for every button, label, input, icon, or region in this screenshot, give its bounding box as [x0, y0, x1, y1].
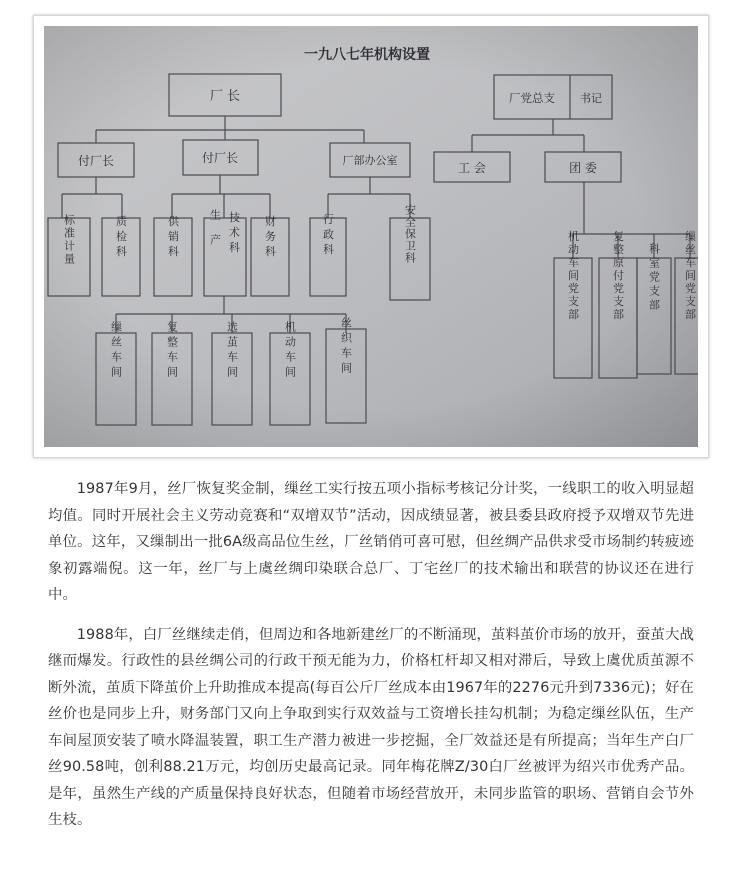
secretary-tag: 书记: [580, 92, 602, 105]
branch-reeling-label: 缫丝车间党支部: [683, 230, 697, 322]
paragraph-1987: 1987年9月，丝厂恢复奖金制，缫丝工实行按五项小指标考核记分计奖，一线职工的收入明显超均值。同时开展社会主义劳动竞赛和“双增双节”活动，因成绩显著，被县委县政府授予双增双节先进单位。这年，又缫制出一批6A级高品位生丝，厂丝销俏可喜可慰，但丝绸产品供求受市场制约转疲迹象初露端倪。这一年，丝厂与上虞丝绸印染联合总厂、丁宅丝厂的技术输出和联营的协议还在进行中。: [48, 481, 694, 603]
org-chart-diagram: [44, 26, 698, 447]
rereeling-workshop-label: 复整车间: [165, 321, 179, 381]
paragraph-1988: 1988年，白厂丝继续走俏，但周边和各地新建丝厂的不断涌现，茧料茧价市场的放开，蚕茧大战继而爆发。行政性的县丝绸公司的行政干预无能为力，价格杠杆却又相对滞后，导致上虞优质茧源不断外流，茧质下降茧价上升助推成本提高(每百公斤厂丝成本由1967年的2276元升到7336元)；好在丝价也是同步上升，财务部门又向上争取到实行双效益与工资增长挂勾机制；为稳定缫丝队伍，生产车间屋顶安装了喷水降温装置，职工生产潜力被进一步挖掘，全厂效益还是有所提高；当年生产白厂丝90.58吨，创利88.21万元，均创历史最高记录。同年梅花牌Z/30白厂丝被评为绍兴市优秀产品。是年，虽然生产线的产质量保持良好状态，但随着市场经营放开，未同步监管的职场、营销自会节外生枝。: [48, 626, 694, 828]
weaving-workshop-label: 丝织车间: [339, 317, 353, 377]
reeling-sub-workshop-label: 选茧车间: [225, 321, 239, 381]
reeling-workshop-label: 缫丝车间: [109, 321, 123, 381]
administration-label: 行政科: [321, 213, 335, 259]
technology-label: 技术科: [227, 211, 241, 257]
party-secretary-label: 厂党总支: [509, 91, 555, 105]
supply-sales-label: 供销科: [166, 215, 180, 261]
standard-metering-label: 标准计量: [62, 214, 76, 266]
league-label: 团 委: [569, 161, 597, 175]
article-body: [48, 476, 694, 847]
deputy-2-label: 付厂长: [201, 151, 239, 165]
photo-frame: [33, 15, 709, 458]
deputy-1-label: 付厂长: [77, 154, 115, 168]
org-chart-photo: [44, 26, 698, 447]
quality-inspection-label: 质检科: [114, 215, 128, 261]
safety-label: 安全保卫科: [403, 204, 417, 264]
director-label: 厂 长: [209, 89, 241, 104]
branch-mechanic-label: 机动车间党支部: [566, 230, 580, 322]
branch-office-label: 科室党支部: [647, 243, 661, 313]
mechanic-workshop-label: 机动车间: [283, 321, 297, 381]
production-label: 生产: [208, 209, 222, 259]
finance-label: 财务科: [263, 215, 277, 261]
branch-rereeling-label: 复整原付党支部: [611, 230, 625, 322]
union-label: 工 会: [458, 161, 486, 175]
chart-title: 一九八七年机构设置: [304, 47, 430, 63]
office-label: 厂部办公室: [342, 154, 398, 167]
